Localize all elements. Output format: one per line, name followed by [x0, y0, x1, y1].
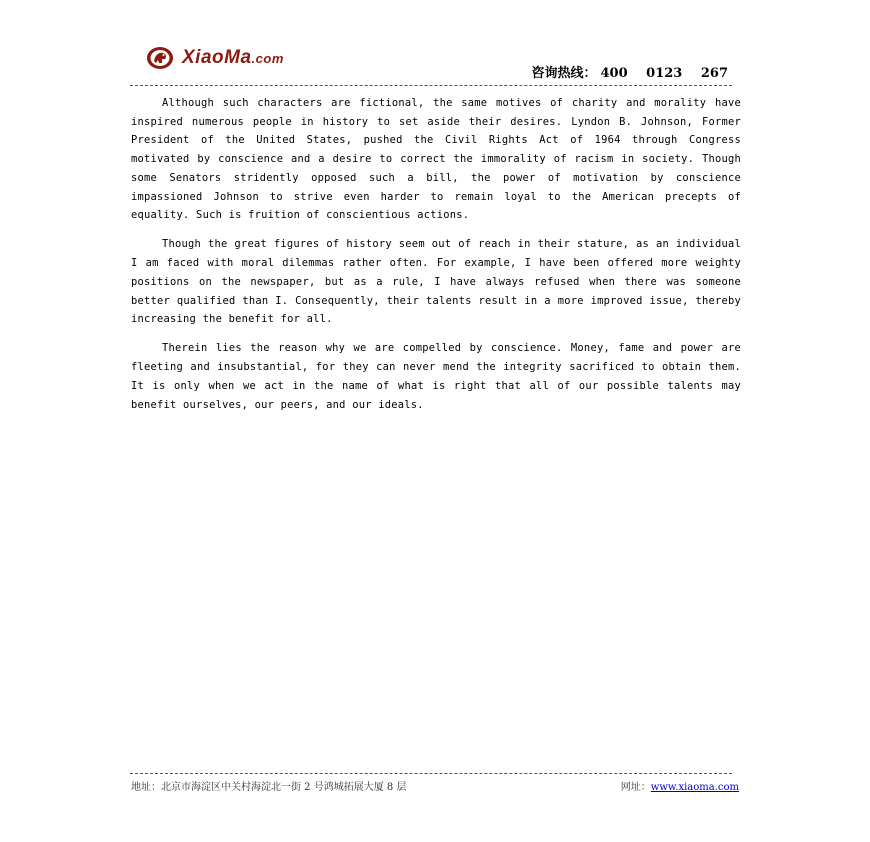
header-divider [130, 85, 732, 86]
logo-emblem-icon [146, 46, 174, 70]
document-body [131, 94, 741, 425]
website-link[interactable]: www.xiaoma.com [650, 782, 739, 793]
footer-website [621, 778, 739, 793]
paragraph: Although such characters are fictional, the same motives of charity and morality have inspired numerous people in history to set aside their desires. Lyndon B. Johnson, Former President of the United States, pushed the Civil Rights Act of 1964 through Congress motivated by conscience and a desire to correct the immorality of racism in society. Though some Senators stridently opposed such a bill, the power of motivation by conscience impassioned Johnson to strive even harder to remain loyal to the American precepts of equality. Such is fruition of conscientious actions. [131, 97, 741, 222]
page-header [130, 40, 740, 88]
logo-wordmark: XiaoMa.com [182, 47, 284, 68]
paragraph: Therein lies the reason why we are compelled by conscience. Money, fame and power are fleeting and insubstantial, for they can never mend the integrity sacrificed to obtain them. It is only when we act in the name of what is right that all of our possible talents may benefit ourselves, our peers, and our ideals. [131, 342, 741, 411]
hotline-label: 咨询热线： [531, 66, 597, 81]
hotline [531, 62, 728, 81]
hotline-number: 400 0123 267 [600, 66, 728, 81]
xiaoma-logo [146, 46, 284, 70]
footer-address: 地址：北京市海淀区中关村海淀北一街 2 号鸿城拓展大厦 8 层 [131, 782, 407, 793]
footer-divider [130, 773, 732, 774]
paragraph: Though the great figures of history seem out of reach in their stature, as an individual I am faced with moral dilemmas rather often. For example, I have been offered more weighty positions on the newspaper, but as a rule, I have always refused when there was someone better qualified than I. Consequently, their talents result in a more improved issue, thereby increasing the benefit for all. [131, 238, 741, 326]
website-label: 网址： [620, 782, 651, 793]
